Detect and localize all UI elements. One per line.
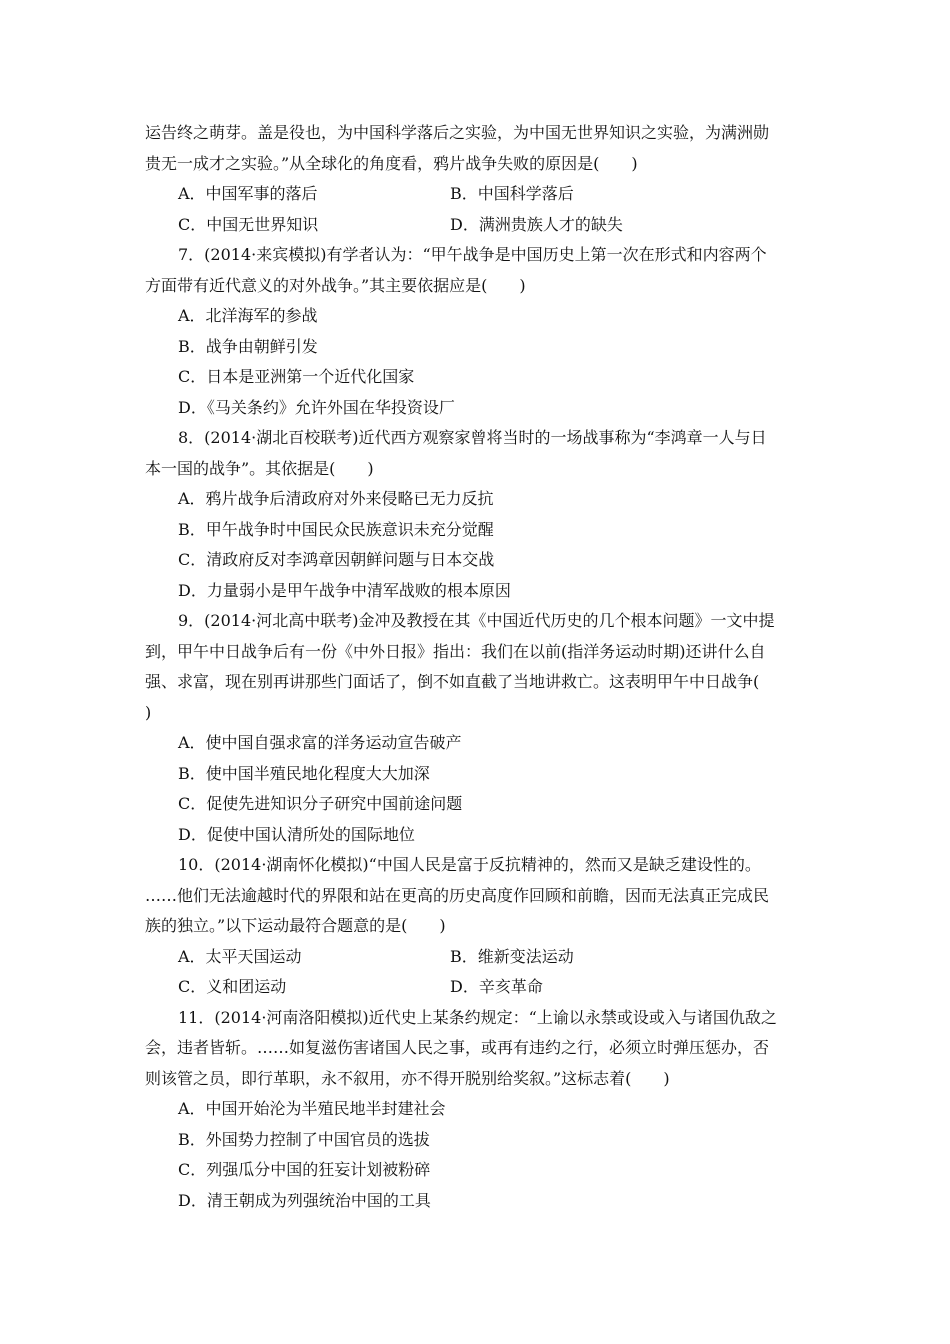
question-9 <box>145 606 811 850</box>
option-a: A．中国开始沦为半殖民地半封建社会 <box>178 1099 446 1118</box>
option-b: B．战争由朝鲜引发 <box>178 336 318 356</box>
option-a: A．太平天国运动 <box>178 946 302 966</box>
question-text: 会，违者皆斩。……如复滋伤害诸国人民之事，或再有违约之行，必须立时弹压惩办，否 <box>145 1038 770 1057</box>
option-d: D．《马关条约》允许外国在华投资设厂 <box>178 397 455 417</box>
option-b: B．甲午战争时中国民众民族意识未充分觉醒 <box>178 519 494 539</box>
option-a: A．中国军事的落后 <box>178 184 318 203</box>
option-d: D．满洲贵族人才的缺失 <box>450 214 623 234</box>
question-8 <box>145 423 811 606</box>
option-row <box>145 972 811 1003</box>
question-text: 运告终之萌芽。盖是役也，为中国科学落后之实验，为中国无世界知识之实验，为满洲勋 <box>145 123 770 142</box>
question-7 <box>145 240 811 423</box>
question-text: 则该管之员，即行革职，永不叙用，亦不得开脱别给奖叙。”这标志着( ) <box>145 1068 670 1088</box>
question-text: 7．(2014·来宾模拟)有学者认为：“甲午战争是中国历史上第一次在形式和内容两个 <box>178 245 767 264</box>
option-c: C．中国无世界知识 <box>178 214 319 234</box>
question-text: 族的独立。”以下运动最符合题意的是( ) <box>145 916 446 935</box>
option-row <box>145 179 811 210</box>
option-b: B．中国科学落后 <box>450 184 574 203</box>
option-d: D．辛亥革命 <box>450 977 543 996</box>
option-c: C．清政府反对李鸿章因朝鲜问题与日本交战 <box>178 550 495 569</box>
question-text: 强、求富，现在别再讲那些门面话了，倒不如直截了当地讲救亡。这表明甲午中日战争( <box>145 672 760 691</box>
question-text: ……他们无法逾越时代的界限和站在更高的历史高度作回顾和前瞻，因而无法真正完成民 <box>145 885 770 905</box>
document-page <box>145 118 811 1216</box>
question-text: ) <box>145 702 152 722</box>
question-text: 到，甲午中日战争后有一份《中外日报》指出：我们在以前(指洋务运动时期)还讲什么自 <box>145 641 766 661</box>
option-row <box>145 942 811 973</box>
option-d: D．力量弱小是甲午战争中清军战败的根本原因 <box>178 580 511 600</box>
question-text: 方面带有近代意义的对外战争。”其主要依据应是( ) <box>145 275 526 295</box>
question-text: 9．(2014·河北高中联考)金冲及教授在其《中国近代历史的几个根本问题》一文中提 <box>178 611 775 630</box>
question-text: 10．(2014·湖南怀化模拟)“中国人民是富于反抗精神的，然而又是缺乏建设性的。 <box>178 855 761 874</box>
question-text: 8．(2014·湖北百校联考)近代西方观察家曾将当时的一场战事称为“李鸿章一人与日 <box>178 428 767 447</box>
option-d: D．促使中国认清所处的国际地位 <box>178 824 415 844</box>
option-a: A．使中国自强求富的洋务运动宣告破产 <box>178 733 462 752</box>
question-6 <box>145 118 811 240</box>
option-b: B．外国势力控制了中国官员的选拔 <box>178 1129 430 1149</box>
option-c: C．日本是亚洲第一个近代化国家 <box>178 367 415 386</box>
option-c: C．促使先进知识分子研究中国前途问题 <box>178 794 463 813</box>
option-d: D．清王朝成为列强统治中国的工具 <box>178 1190 431 1210</box>
question-10 <box>145 850 811 1003</box>
question-text: 本一国的战争”。其依据是( ) <box>145 458 374 478</box>
question-text: 贵无一成才之实验。”从全球化的角度看，鸦片战争失败的原因是( ) <box>145 153 638 173</box>
option-c: C．义和团运动 <box>178 977 287 996</box>
option-b: B．维新变法运动 <box>450 946 574 966</box>
option-a: A．鸦片战争后清政府对外来侵略已无力反抗 <box>178 489 494 508</box>
option-a: A．北洋海军的参战 <box>178 306 318 325</box>
option-b: B．使中国半殖民地化程度大大加深 <box>178 763 430 783</box>
option-c: C．列强瓜分中国的狂妄计划被粉碎 <box>178 1160 431 1179</box>
question-text: 11．(2014·河南洛阳模拟)近代史上某条约规定：“上谕以永禁或设或入与诸国仇敌之 <box>178 1007 777 1027</box>
question-11 <box>145 1003 811 1217</box>
option-row <box>145 210 811 241</box>
